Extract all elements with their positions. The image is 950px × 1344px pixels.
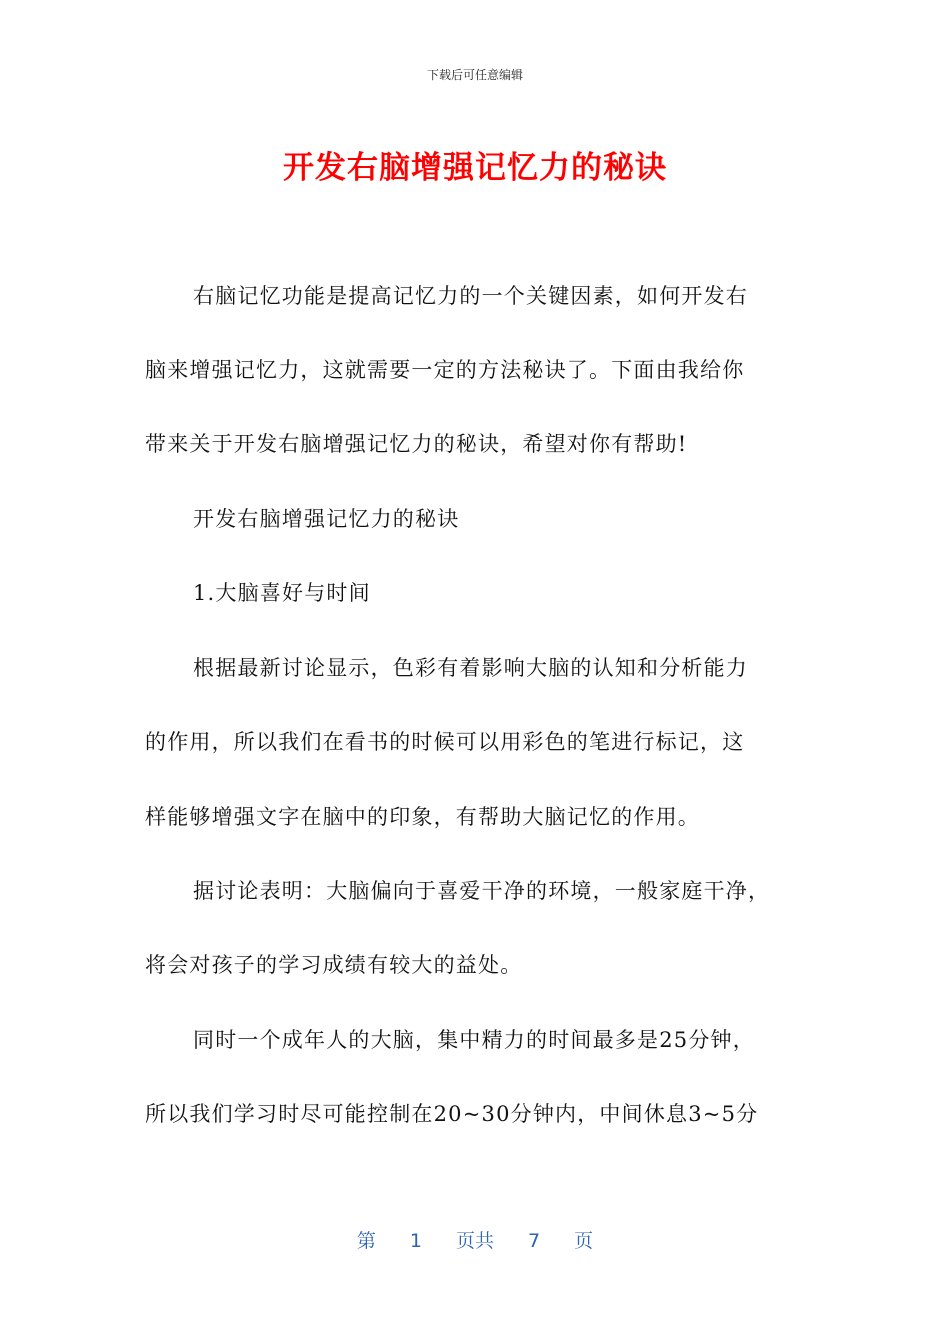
paragraph-line: 脑来增强记忆力，这就需要一定的方法秘诀了。下面由我给你 [145,358,745,382]
section-heading: 开发右脑增强记忆力的秘诀 [193,507,460,531]
paragraph-line: 带来关于开发右脑增强记忆力的秘诀，希望对你有帮助! [145,432,688,456]
footer-mid: 页共 [455,1230,494,1252]
page-footer [0,1226,950,1253]
footer-page-number: 1 [409,1230,422,1252]
paragraph-line: 样能够增强文字在脑中的印象，有帮助大脑记忆的作用。 [145,805,700,829]
paragraph-line: 据讨论表明：大脑偏向于喜爱干净的环境，一般家庭干净， [193,879,771,903]
footer-total-pages: 7 [528,1230,541,1252]
paragraph-line: 所以我们学习时尽可能控制在20~30分钟内，中间休息3~5分 [145,1102,759,1126]
paragraph-line: 的作用，所以我们在看书的时候可以用彩色的笔进行标记，这 [145,730,745,754]
footer-suffix: 页 [574,1230,594,1252]
header-note: 下载后可任意编辑 [426,68,523,82]
document-title: 开发右脑增强记忆力的秘诀 [283,150,667,186]
paragraph-line: 右脑记忆功能是提高记忆力的一个关键因素，如何开发右 [193,284,748,308]
subsection-heading: 1.大脑喜好与时间 [193,581,371,605]
paragraph-line: 将会对孩子的学习成绩有较大的益处。 [145,953,523,977]
paragraph-line: 根据最新讨论显示，色彩有着影响大脑的认知和分析能力 [193,656,748,680]
footer-prefix: 第 [356,1230,376,1252]
paragraph-line: 同时一个成年人的大脑，集中精力的时间最多是25分钟， [193,1028,755,1052]
